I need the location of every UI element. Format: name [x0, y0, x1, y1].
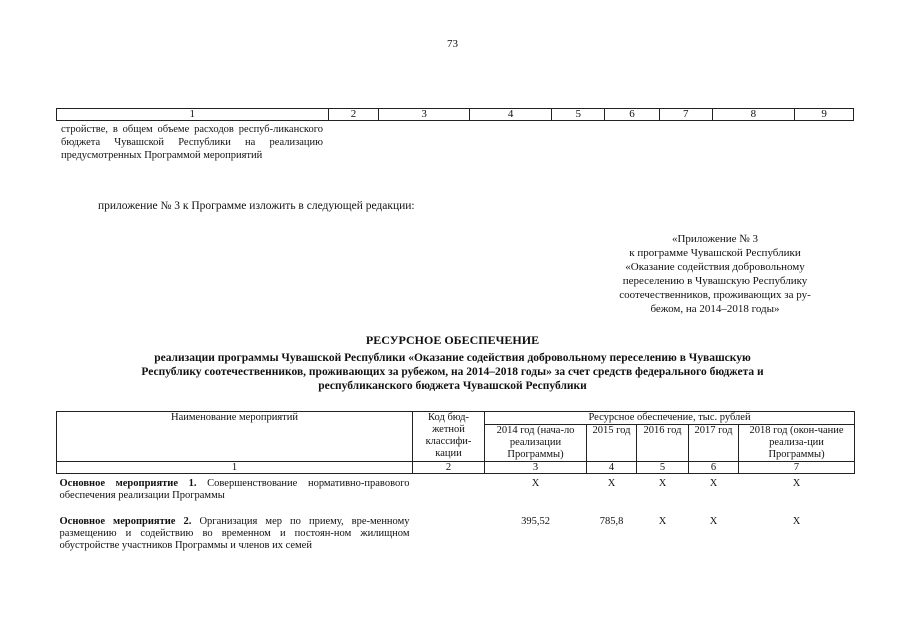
appendix-line: «Оказание содействия добровольному	[625, 261, 805, 273]
appendix-line: бежом, на 2014–2018 годы»	[650, 303, 780, 315]
value-2016: Х	[658, 478, 667, 489]
table-row	[57, 502, 855, 552]
continuation-text: стройствe, в общем объеме расходов респуб-ликанского бюджета Чувашской Республики на реализацию предусмотренных Программой мероприятий	[61, 124, 323, 161]
value-2018: Х	[792, 516, 801, 527]
header-year-2016: 2016 год	[637, 425, 689, 462]
header-year-2017: 2017 год	[689, 425, 739, 462]
col-number: 6	[605, 109, 660, 121]
appendix-line: соотечественников, проживающих за ру-	[619, 289, 811, 301]
header-code: Код бюд-жетной классифи-кации	[413, 412, 485, 462]
col-number: 3	[379, 109, 470, 121]
continuation-table-header	[56, 108, 854, 121]
value-2016: Х	[658, 516, 667, 527]
col-number: 5	[637, 462, 689, 474]
col-number: 9	[795, 109, 854, 121]
measure-description: Совершенствование нормативно-правового обеспечения реализации Программы	[59, 478, 410, 501]
header-year-2018: 2018 год (окон-чание реализа-ции Программы)	[739, 425, 855, 462]
measure-title: Основное мероприятие 1.	[59, 478, 197, 489]
budget-code	[413, 474, 485, 503]
instruction-text: приложение № 3 к Программе изложить в следующей редакции:	[98, 200, 415, 212]
col-number: 1	[57, 462, 413, 474]
col-number: 7	[659, 109, 712, 121]
value-2014: 395,52	[521, 516, 550, 527]
col-number: 4	[587, 462, 637, 474]
measure-name	[57, 502, 413, 552]
appendix-line: переселению в Чувашскую Республику	[622, 275, 808, 287]
col-number: 1	[57, 109, 329, 121]
appendix-reference	[580, 232, 850, 316]
col-number: 8	[712, 109, 795, 121]
measure-description: Организация мер по приему, вре-менному размещению и содействию во временном и постоян-ном жилищном обустройстве участников Программы и членов их семей	[59, 516, 410, 551]
appendix-line: к программе Чувашской Республики	[629, 247, 801, 259]
col-number: 7	[739, 462, 855, 474]
subtitle-line: Республику соотечественников, проживающих за рубежом, на 2014–2018 годы» за счет средств федерального бюджета и	[141, 366, 764, 378]
value-2015: 785,8	[599, 516, 624, 527]
resource-table	[56, 411, 855, 552]
document-title: РЕСУРСНОЕ ОБЕСПЕЧЕНИЕ	[365, 333, 540, 347]
col-number: 5	[552, 109, 605, 121]
value-2015: Х	[607, 478, 616, 489]
subtitle-line: реализации программы Чувашской Республики «Оказание содействия добровольному переселению в Чувашскую	[154, 352, 751, 364]
budget-code	[413, 502, 485, 552]
header-year-2014: 2014 год (нача-ло реализации Программы)	[485, 425, 587, 462]
header-resource: Ресурсное обеспечение, тыс. рублей	[485, 412, 855, 425]
measure-title: Основное мероприятие 2.	[59, 516, 192, 527]
header-year-2015: 2015 год	[587, 425, 637, 462]
col-number: 3	[485, 462, 587, 474]
page-number: 73	[447, 38, 458, 50]
header-name: Наименование мероприятий	[57, 412, 413, 462]
measure-name	[57, 474, 413, 503]
col-number: 4	[469, 109, 552, 121]
col-number: 2	[413, 462, 485, 474]
col-number: 2	[328, 109, 379, 121]
value-2017: Х	[709, 516, 718, 527]
col-number: 6	[689, 462, 739, 474]
document-subtitle	[70, 351, 835, 393]
value-2017: Х	[709, 478, 718, 489]
subtitle-line: республиканского бюджета Чувашской Республики	[318, 380, 587, 392]
appendix-line: «Приложение № 3	[671, 233, 759, 245]
value-2018: Х	[792, 478, 801, 489]
value-2014: Х	[531, 478, 540, 489]
table-row	[57, 474, 855, 503]
